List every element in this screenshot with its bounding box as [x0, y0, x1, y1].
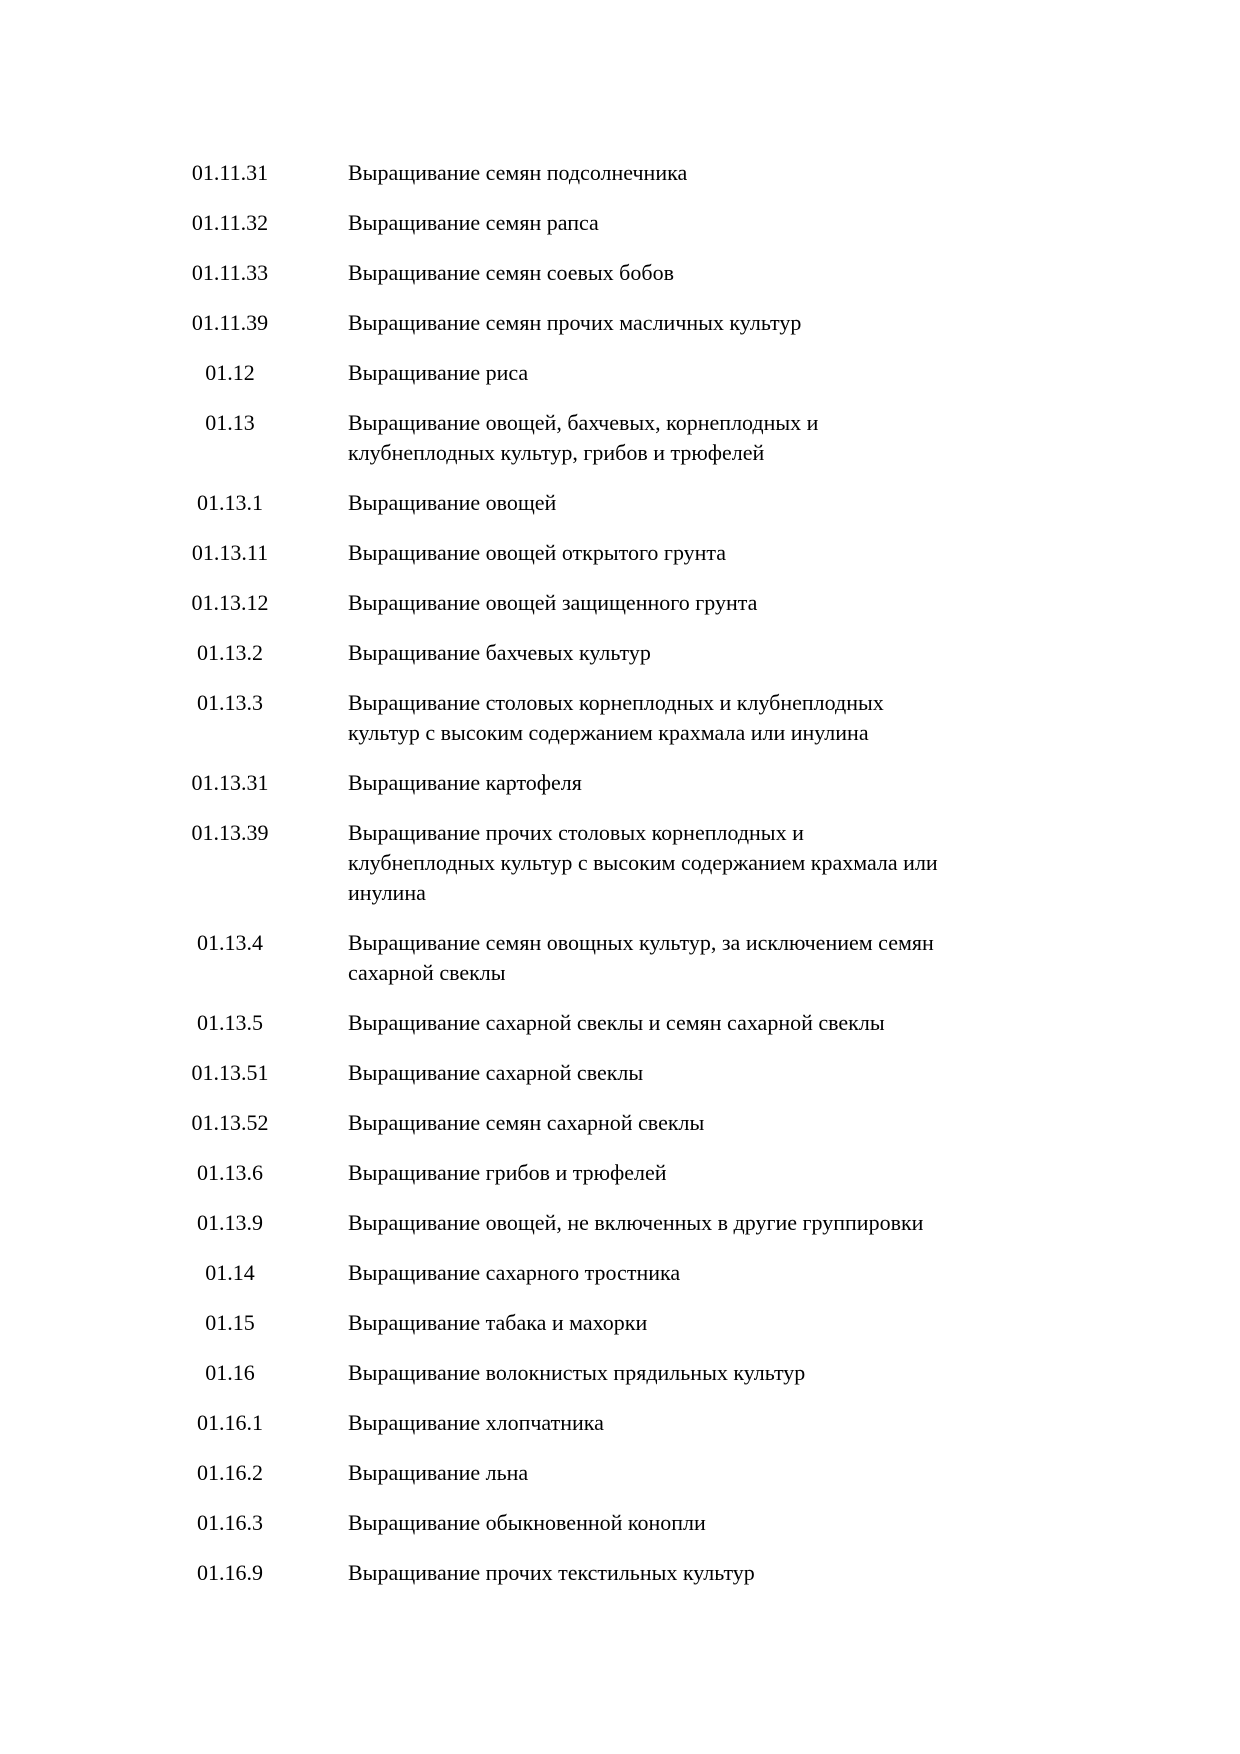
- description-line: Выращивание семян овощных культур, за исключением семян: [348, 930, 934, 955]
- table-row: [0, 208, 1240, 238]
- okved-description: [348, 1308, 647, 1338]
- table-row: [0, 638, 1240, 668]
- okved-code: 01.16: [205, 1360, 255, 1385]
- okved-code: 01.13.31: [191, 770, 269, 795]
- okved-code: 01.11.39: [191, 310, 269, 335]
- okved-description: [348, 208, 599, 238]
- description-line: Выращивание грибов и трюфелей: [348, 1160, 667, 1185]
- okved-description: [348, 158, 687, 188]
- table-row: [0, 1108, 1240, 1138]
- description-line: Выращивание овощей защищенного грунта: [348, 590, 758, 615]
- description-line: Выращивание картофеля: [348, 770, 582, 795]
- okved-description: [348, 688, 884, 748]
- okved-description: [348, 768, 582, 798]
- table-row: [0, 588, 1240, 618]
- description-line: Выращивание семян подсолнечника: [348, 160, 688, 185]
- description-line: Выращивание семян прочих масличных культур: [348, 310, 802, 335]
- okved-description: [348, 258, 674, 288]
- table-row: [0, 358, 1240, 388]
- okved-code: 01.15: [205, 1310, 255, 1335]
- okved-code: 01.13.4: [197, 930, 263, 955]
- description-line: Выращивание сахарного тростника: [348, 1260, 681, 1285]
- description-line: Выращивание волокнистых прядильных культур: [348, 1360, 806, 1385]
- description-line: Выращивание бахчевых культур: [348, 640, 651, 665]
- okved-description: [348, 818, 938, 908]
- description-line: Выращивание сахарной свеклы: [348, 1060, 644, 1085]
- description-line: Выращивание табака и махорки: [348, 1310, 648, 1335]
- okved-description: [348, 1208, 923, 1238]
- description-line: Выращивание овощей, не включенных в другие группировки: [348, 1210, 924, 1235]
- table-row: [0, 1458, 1240, 1488]
- okved-code: 01.16.1: [197, 1410, 263, 1435]
- description-line: Выращивание столовых корнеплодных и клубнеплодных: [348, 690, 884, 715]
- table-row: [0, 1558, 1240, 1588]
- okved-description: [348, 1508, 706, 1538]
- okved-description: [348, 488, 556, 518]
- table-row: [0, 158, 1240, 188]
- description-line: Выращивание прочих столовых корнеплодных и: [348, 820, 804, 845]
- okved-code: 01.16.2: [197, 1460, 263, 1485]
- table-row: [0, 688, 1240, 748]
- okved-code: 01.13.11: [191, 540, 269, 565]
- table-row: [0, 1358, 1240, 1388]
- description-line: Выращивание прочих текстильных культур: [348, 1560, 755, 1585]
- table-row: [0, 818, 1240, 908]
- description-line: Выращивание семян соевых бобов: [348, 260, 674, 285]
- okved-description: [348, 928, 934, 988]
- description-line: клубнеплодных культур с высоким содержанием крахмала или: [348, 850, 938, 875]
- okved-code: 01.13.51: [191, 1060, 269, 1085]
- description-line: инулина: [348, 880, 426, 905]
- okved-code: 01.13.2: [197, 640, 263, 665]
- okved-description: [348, 638, 651, 668]
- okved-code: 01.13.3: [197, 690, 263, 715]
- okved-code: 01.13.39: [191, 820, 269, 845]
- okved-code: 01.16.9: [197, 1560, 263, 1585]
- okved-description: [348, 538, 726, 568]
- okved-description: [348, 1008, 885, 1038]
- description-line: Выращивание хлопчатника: [348, 1410, 604, 1435]
- table-row: [0, 538, 1240, 568]
- okved-code: 01.16.3: [197, 1510, 263, 1535]
- description-line: Выращивание льна: [348, 1460, 529, 1485]
- okved-code: 01.11.32: [191, 210, 269, 235]
- okved-code: 01.12: [205, 360, 255, 385]
- okved-description: [348, 1108, 704, 1138]
- description-line: Выращивание сахарной свеклы и семян сахарной свеклы: [348, 1010, 885, 1035]
- table-row: [0, 1258, 1240, 1288]
- table-row: [0, 768, 1240, 798]
- okved-description: [348, 408, 818, 468]
- description-line: Выращивание овощей, бахчевых, корнеплодных и: [348, 410, 819, 435]
- description-line: Выращивание овощей: [348, 490, 557, 515]
- okved-description: [348, 1458, 528, 1488]
- okved-description: [348, 588, 757, 618]
- description-line: культур с высоким содержанием крахмала или инулина: [348, 720, 869, 745]
- okved-code: 01.11.31: [191, 160, 269, 185]
- okved-description: [348, 1408, 604, 1438]
- description-line: Выращивание семян рапса: [348, 210, 599, 235]
- okved-code: 01.13.1: [197, 490, 263, 515]
- table-row: [0, 408, 1240, 468]
- okved-code: 01.13: [205, 410, 255, 435]
- table-row: [0, 258, 1240, 288]
- okved-code: 01.13.52: [191, 1110, 269, 1135]
- okved-description: [348, 1358, 805, 1388]
- description-line: сахарной свеклы: [348, 960, 506, 985]
- table-row: [0, 1158, 1240, 1188]
- table-row: [0, 1208, 1240, 1238]
- okved-code: 01.13.9: [197, 1210, 263, 1235]
- description-line: Выращивание обыкновенной конопли: [348, 1510, 706, 1535]
- table-row: [0, 488, 1240, 518]
- okved-description: [348, 1258, 680, 1288]
- okved-code: 01.13.12: [191, 590, 269, 615]
- okved-code: 01.13.5: [197, 1010, 263, 1035]
- description-line: клубнеплодных культур, грибов и трюфелей: [348, 440, 765, 465]
- okved-description: [348, 1058, 643, 1088]
- description-line: Выращивание овощей открытого грунта: [348, 540, 727, 565]
- okved-code: 01.13.6: [197, 1160, 263, 1185]
- description-line: Выращивание семян сахарной свеклы: [348, 1110, 705, 1135]
- table-row: [0, 1508, 1240, 1538]
- okved-description: [348, 308, 801, 338]
- table-row: [0, 308, 1240, 338]
- okved-description: [348, 358, 528, 388]
- table-row: [0, 1008, 1240, 1038]
- table-row: [0, 1408, 1240, 1438]
- table-row: [0, 1058, 1240, 1088]
- okved-description: [348, 1558, 755, 1588]
- table-row: [0, 1308, 1240, 1338]
- table-row: [0, 928, 1240, 988]
- okved-description: [348, 1158, 666, 1188]
- okved-code: 01.14: [205, 1260, 255, 1285]
- description-line: Выращивание риса: [348, 360, 529, 385]
- okved-code: 01.11.33: [191, 260, 269, 285]
